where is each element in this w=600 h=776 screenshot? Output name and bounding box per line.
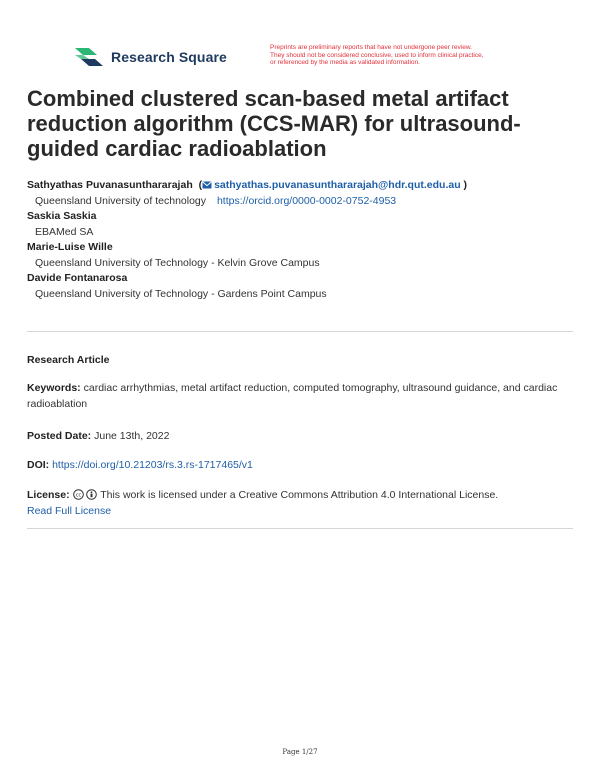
posted-date-value: June 13th, 2022 <box>94 430 170 442</box>
author-list <box>27 178 577 302</box>
author-name <box>27 178 577 193</box>
article-type-text: Research Article <box>27 354 110 366</box>
attribution-icon <box>86 489 97 500</box>
posted-date-label: Posted Date: <box>27 430 92 442</box>
article-type <box>27 352 573 368</box>
research-square-logo[interactable] <box>75 46 227 68</box>
page-number: Page 1/27 <box>282 748 318 756</box>
license-text: This work is licensed under a Creative Commons Attribution 4.0 International License. <box>100 489 499 501</box>
disclaimer-line: They should not be considered conclusive, used to inform clinical practice, <box>270 51 484 59</box>
keywords-value: cardiac arrhythmias, metal artifact reduction, computed tomography, ultrasound guidance, and cardiac radioablation <box>27 382 558 410</box>
divider <box>27 528 573 529</box>
author-affiliation: Queensland University of Technology - Gardens Point Campus <box>35 288 327 300</box>
preprint-disclaimer <box>270 44 540 67</box>
research-square-logo-icon <box>75 46 103 68</box>
logo-text <box>111 49 227 65</box>
license <box>27 487 573 519</box>
author-affiliation: EBAMed SA <box>35 226 94 238</box>
creative-commons-icon <box>73 489 84 500</box>
author-name: Davide Fontanarosa <box>27 272 128 284</box>
author-email-link[interactable]: sathyathas.puvanasunthararajah@hdr.qut.edu.au <box>214 179 461 191</box>
author-name: Marie-Luise Wille <box>27 241 113 253</box>
doi-link[interactable]: https://doi.org/10.21203/rs.3.rs-1717465/v1 <box>52 459 253 471</box>
doi-label: DOI: <box>27 459 50 471</box>
disclaimer-line: or referenced by the media as validated information. <box>270 59 420 67</box>
disclaimer-line: Preprints are preliminary reports that have not undergone peer review. <box>270 44 472 51</box>
orcid-link[interactable]: https://orcid.org/0000-0002-0752-4953 <box>216 195 397 207</box>
logo-text-research: Research <box>111 49 175 65</box>
email-paren-open: ( <box>195 179 203 191</box>
author-name-text: Sathyathas Puvanasunthararajah <box>27 179 193 191</box>
envelope-icon <box>202 181 212 189</box>
doi <box>27 457 573 473</box>
paper-title: Combined clustered scan-based metal artifact reduction algorithm (CCS-MAR) for ultrasound-guided cardiac radioablation <box>27 86 521 161</box>
logo-text-square: Square <box>178 49 227 65</box>
license-label: License: <box>27 489 70 501</box>
keywords-label: Keywords: <box>27 382 81 394</box>
posted-date <box>27 428 573 444</box>
author-affiliation: Queensland University of Technology - Kelvin Grove Campus <box>35 257 320 269</box>
affiliation-text: Queensland University of technology <box>35 195 207 207</box>
author-name: Saskia Saskia <box>27 210 97 222</box>
read-full-license-link[interactable]: Read Full License <box>27 505 112 517</box>
svg-text:cc: cc <box>75 492 81 499</box>
email-paren-close: ) <box>460 179 468 191</box>
divider <box>27 331 573 332</box>
author-affiliation <box>27 193 577 209</box>
keywords <box>27 380 573 412</box>
